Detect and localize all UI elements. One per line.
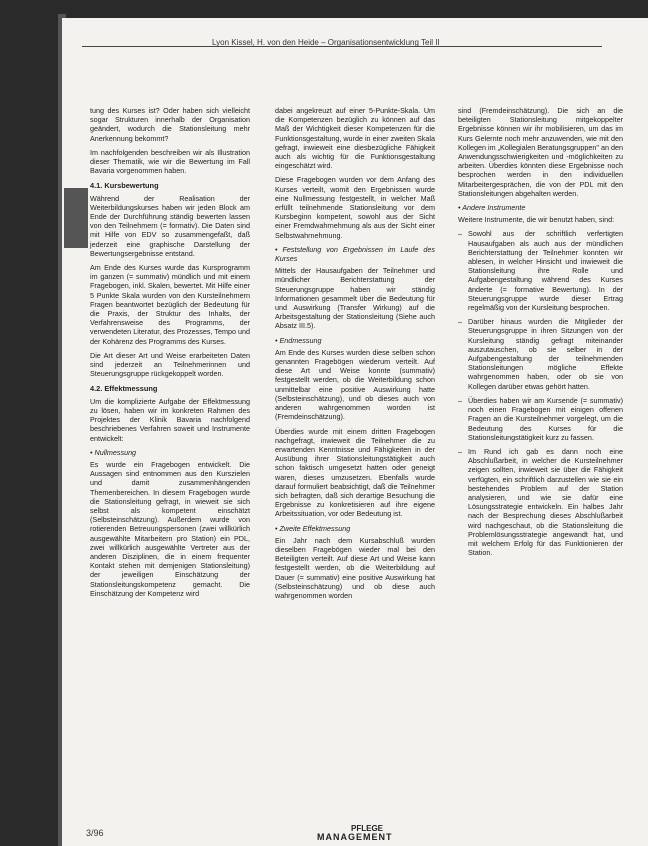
logo-bottom-text: MANAGEMENT (317, 832, 393, 842)
column-1 (90, 106, 250, 603)
section-heading: 4.2. Effektmessung (90, 384, 158, 394)
subheading: • Endmessung (275, 335, 322, 345)
paragraph: Im nachfolgenden beschreiben wir als Illustration dieser Thematik, wie wir die Bewertung im Fall Bavaria vorgenommen haben. (90, 147, 250, 176)
subheading: • Zweite Effektmessung (275, 523, 351, 533)
paragraph: Die Art dieser Art und Weise erarbeiteten Daten sind jederzeit an Teilnehmerinnen und Steuerungsgruppe rückgekoppelt worden. (90, 350, 250, 379)
list-item: – Darüber hinaus wurden die Mitglieder der Steuerungsgruppe in ihren Sitzungen von der Kursleitung ständig gefragt miteinander auszutauschen, ob sie selber in der Aufgabengestaltung der teilnehmenden Stationsleitungen mögliche Effekte wahrgenommen haben, oder ob sie von Kollegen darüber etwas gehört hatten. (458, 317, 623, 391)
paragraph: tung des Kurses ist? Oder haben sich vielleicht sogar Strukturen innerhalb der Organisation geändert, wodurch die Stationsleitung mehr Anerkennung bekommt? (90, 106, 250, 143)
section-heading: 4.1. Kursbewertung (90, 181, 159, 191)
page-number: 3/96 (86, 828, 104, 838)
list-item: – Sowohl aus der schriftlich verfertigten Hausaufgaben als auch aus der mündlichen Berichterstattung der Teilnehmer konnten wir ablesen, in welcher Hinsicht und inwieweit die Stationsleitung ihre Rolle und Aufgabengestaltung während des Kurses änderte (= formative Bewertung). In der Steuerungsgruppe wurde dieser Ertrag regelmäßig von der Kursleitung besprochen. (458, 229, 623, 312)
paragraph: Mittels der Hausaufgaben der Teilnehmer und mündlicher Berichterstattung der Steuerungsgruppe haben wir ständig Informationen gesammelt über die Bedeutung für und Auswirkung (Transfer Wirkung) auf die Arbeitsgestaltung der Stationsleitung (Siehe auch Absatz III.5). (275, 266, 435, 331)
paragraph: dabei angekreuzt auf einer 5-Punkte-Skala. Um die Kompetenzen bezüglich zu können auf das Maß der Wichtigkeit dieser Kompetenzen für die Funktionsgestaltung, wurde in einer zweiten Skala gefragt, inwieweit eine diesbezügliche Fähigkeit auch als wichtig für die Funktionsgestaltung eingeschätzt wird. (275, 106, 435, 171)
paragraph: Es wurde ein Fragebogen entwickelt. Die Aussagen sind entnommen aus den Kurszielen und damit zusammenhängenden Themenbereichen. In diesem Fragebogen wurde die Stationsleitung gefragt, in wieweit sie sich selbst als kompetent einschätzt (Selbsteinschätzung). Außerdem wurde von rotierenden Betreuungspersonen (zwei willkürlich ausgewählte Mitarbeitern pro Station) ein PDL, zwei willkürlich ausgewählte Vertreter aus der anderen Disziplinen, die in einem frequenter Kontakt stehen mit demjenigen Stationsleitung) der jeweiligen Einschätzung der Stationsleitungskompetenz gemacht. Die Einschätzung der Kompetenz wird (90, 459, 250, 598)
subheading: • Nullmessung (90, 447, 137, 457)
paragraph: Während der Realisation der Weiterbildungskurses haben wir jeden Block am Ende der Durchführung ständig bewerten lassen von den Teilnehmern (= formativ). Die Daten sind mit Hilfe von EDV so zusammengefaßt, daß jederzeit eine graphische Darstellung der Bewertungsergebnisse entstand. (90, 193, 250, 258)
scanned-page (62, 18, 648, 846)
header-rule (82, 46, 602, 47)
list-item: – Überdies haben wir am Kursende (= summativ) noch einen Fragebogen mit einigen offenen Fragen an die Kursteilnehmer vorgelegt, um die Bedeutung des Kurses für die Stationsleitungstätigkeit kurz zu fassen. (458, 396, 623, 442)
paragraph: Weitere Instrumente, die wir benutzt haben, sind: (458, 215, 615, 225)
paragraph: sind (Fremdeinschätzung). Die sich an die beteiligten Stationsleitung mitgekoppelter Ergebnisse können wir ihr mobilisieren, um das im Kurs Gelernte noch mehr anzuwenden, wie mit den Kollegen im „Kollegialen Beratungsgruppen" an den Anwendungsschwierigkeiten und -möglichkeiten zu arbeiten. Überdies könnten diese Ergebnisse noch besprochen werden in den individuellen Mitarbeitergesprächen, die von der PDL mit den Stationsleitungen abgehalten werden. (458, 106, 623, 198)
paragraph: Um die komplizierte Aufgabe der Effektmessung zu lösen, haben wir im konkreten Rahmen des Projektes der Klinik Bavaria nachfolgend beschriebenes Verfahren soweit und Instrumente entwickelt: (90, 396, 250, 443)
running-header: Lyon Kissel, H. von den Heide – Organisationsentwicklung Teil II (212, 38, 440, 47)
paragraph: Ein Jahr nach dem Kursabschluß wurden dieselben Fragebögen wieder mal bei den Beteiligten verteilt. Auf diese Art und Weise kann festgestellt werden, ob die Weiterbildung auf Dauer (= summativ) eine positive Auswirkung hat (Selbsteinschätzung) und ob diese auch wahrgenommen worden (275, 535, 435, 600)
margin-scan-mark (64, 188, 88, 248)
paragraph: Am Ende des Kurses wurden diese selben schon genannten Fragebögen wiederum verteilt. Auf diese Art und Weise konnte (summativ) festgestellt werden, ob die Weiterbildung schon unmittelbar eine positive Auswirkung hatte (Selbsteinschätzung), und ob dieses auch von anderen wahrgenommen worden ist (Fremdeinschätzung). (275, 347, 435, 422)
journal-logo (317, 824, 393, 842)
list-item: – Im Rund ich gab es dann noch eine Abschlußarbeit, in welcher die Kursteilnehmer zeigen sollten, inwieweit sie über die Fähigkeit verfügten, ein schriftlich darzustellen wie sie ein bestehendes Problem auf der Station analysieren, und wie sie dafür eine Lösungsstrategie entwickeln. Ein halbes Jahr nach der Besprechung dieses Abschlußarbeit wird nachgeschaut, ob die Stationsleitung die Problemlösungsstrategie angewandt hat, und mit welchem Erfolg für das Funktionieren der Station. (458, 447, 623, 557)
paragraph: Überdies wurde mit einem dritten Fragebogen nachgefragt, inwieweit die Teilnehmer die zu erwartenden Kenntnisse und Fähigkeiten in der Ausübung ihrer Stationsleitungstätigkeit auch schon faktisch umgesetzt hatten oder geneigt waren, dieses umzusetzen. Ebenfalls wurde darauf formuliert beabsichtigt, daß die Teilnehmer sich befragten, daß sich derartige Besuchung die Ergebnisse zu konkretisieren auf ihre eigene Arbeitssituation, vor oder Bedeutung ist. (275, 426, 435, 519)
subheading: • Feststellung von Ergebnissen im Laufe des Kurses (275, 244, 435, 264)
column-3 (458, 106, 623, 562)
subheading: • Andere Instrumente (458, 203, 526, 213)
paragraph: Am Ende des Kurses wurde das Kursprogramm im ganzen (= summativ) mündlich und mit einem Fragebogen, inkl. Skalen, bewertet. Mit Hilfe einer 5 Punkte Skala wurden von den Kursteilnehmern Fragen beantwortet bezüglich der Bedeutung für die Praxis, der Struktur des Inhalts, der Verfahrensweise des Programms, der verwendeten Literatur, des Prozesses, Tempo und der Kohärenz des Programms des Kurses. (90, 263, 250, 346)
paragraph: Diese Fragebogen wurden vor dem Anfang des Kurses verteilt, womit den Ergebnissen wurde eine Nullmessung festgestellt, in welcher Maß erfüllt teilnehmende Stationsleitung vor dem Kursbeginn kompetent, sowohl aus der Sicht einer Fremdwahrnehmung als aus der Sicht einer Selbstwahrnehmung. (275, 175, 435, 240)
column-2 (275, 106, 435, 605)
logo-top-text: PFLEGE (351, 824, 384, 833)
